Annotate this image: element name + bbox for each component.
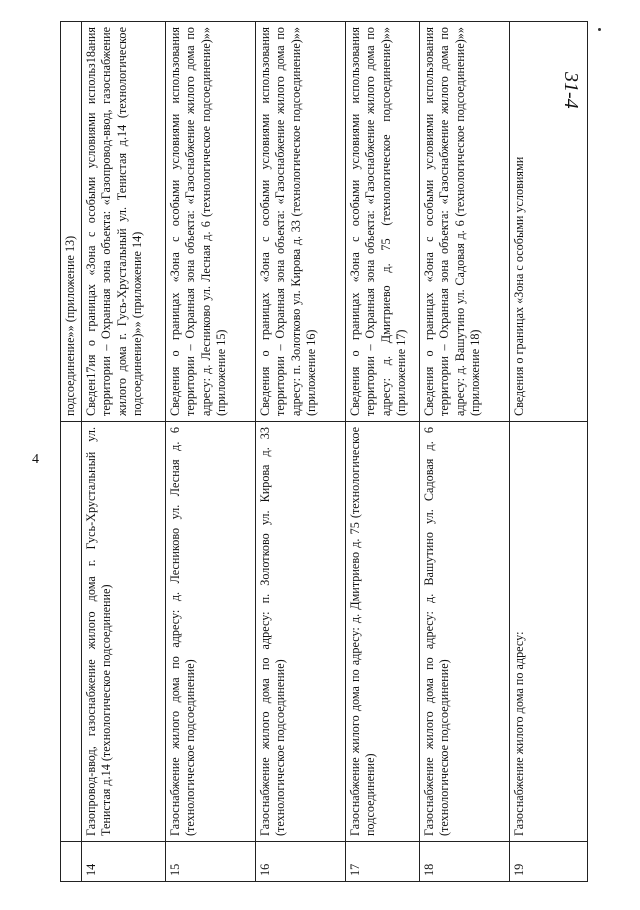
object-name: Газоснабжение жилого дома по адресу:: [509, 422, 587, 842]
object-name: Газоснабжение жилого дома по адресу: п. Золотково ул. Кирова д. 33 (технологическое подсоединение): [255, 422, 345, 842]
row-number: 18: [419, 842, 509, 882]
object-name: Газоснабжение жилого дома по адресу: д. Дмитриево д. 75 (технологическое подсоединение): [345, 422, 419, 842]
zone-info: Сведения о границах «Зона с особыми условиями использования территории – Охранная зона объекта: «Газоснабжение жилого дома по адресу: д. Дмитриево д. 75 (технологическое подсоединение)»» (приложение 17): [345, 22, 419, 422]
row-number: 15: [165, 842, 255, 882]
row-number: 16: [255, 842, 345, 882]
row-number: 19: [509, 842, 587, 882]
zone-info: Сведения о границах «Зона с особыми условиями использования территории – Охранная зона объекта: «Газоснабжение жилого дома по адресу: д. Лесниково ул. Лесная д. 6 (технологическое подсоединение)»» (приложение 15): [165, 22, 255, 422]
objects-table: [60, 21, 588, 882]
object-name: Газоснабжение жилого дома по адресу: д. Лесниково ул. Лесная д. 6 (технологическое подсоединение): [165, 422, 255, 842]
object-name: Газоснабжение жилого дома по адресу: д. Вашутино ул. Садовая д. 6 (технологическое подсоединение): [419, 422, 509, 842]
document-table-container: [60, 22, 582, 882]
row-number: 14: [81, 842, 165, 882]
row-number: [61, 842, 82, 882]
object-name: Газопровод-ввод, газоснабжение жилого дома г. Гусь-Хрустальный ул. Тенистая д.14 (технологическое подсоединение): [81, 422, 165, 842]
zone-info: Сведен17ия о границах «Зона с особыми условиями использ18ания территории – Охранная зона объекта: «Газопровод-ввод, газоснабжение жилого дома г. Гусь-Хрустальный ул. Тенистая д.14 (технологическое подсоединение)»» (приложение 14): [81, 22, 165, 422]
table-row: [345, 22, 419, 882]
table-row-continuation: [61, 22, 82, 882]
table-row: [165, 22, 255, 882]
zone-info: Сведения о границах «Зона с особыми условиями: [509, 22, 587, 422]
object-name: [61, 422, 82, 842]
zone-info: Сведения о границах «Зона с особыми условиями использования территории – Охранная зона объекта: «Газоснабжение жилого дома по адресу: п. Золотково ул. Кирова д. 33 (технологическое подсоединение)»» (приложение 16): [255, 22, 345, 422]
table-row: [255, 22, 345, 882]
table-row: [419, 22, 509, 882]
table-row: [81, 22, 165, 882]
handwritten-page-mark: 31-4: [560, 72, 582, 109]
page-number: 4: [32, 452, 39, 467]
zone-info: подсоединение»» (приложение 13): [61, 22, 82, 422]
row-number: 17: [345, 842, 419, 882]
table-row: [509, 22, 587, 882]
ink-dot: [598, 28, 601, 31]
zone-info: Сведения о границах «Зона с особыми условиями использования территории – Охранная зона объекта: «Газоснабжение жилого дома по адресу: д. Вашутино ул. Садовая д. 6 (технологическое подсоединение)»» (приложение 18): [419, 22, 509, 422]
